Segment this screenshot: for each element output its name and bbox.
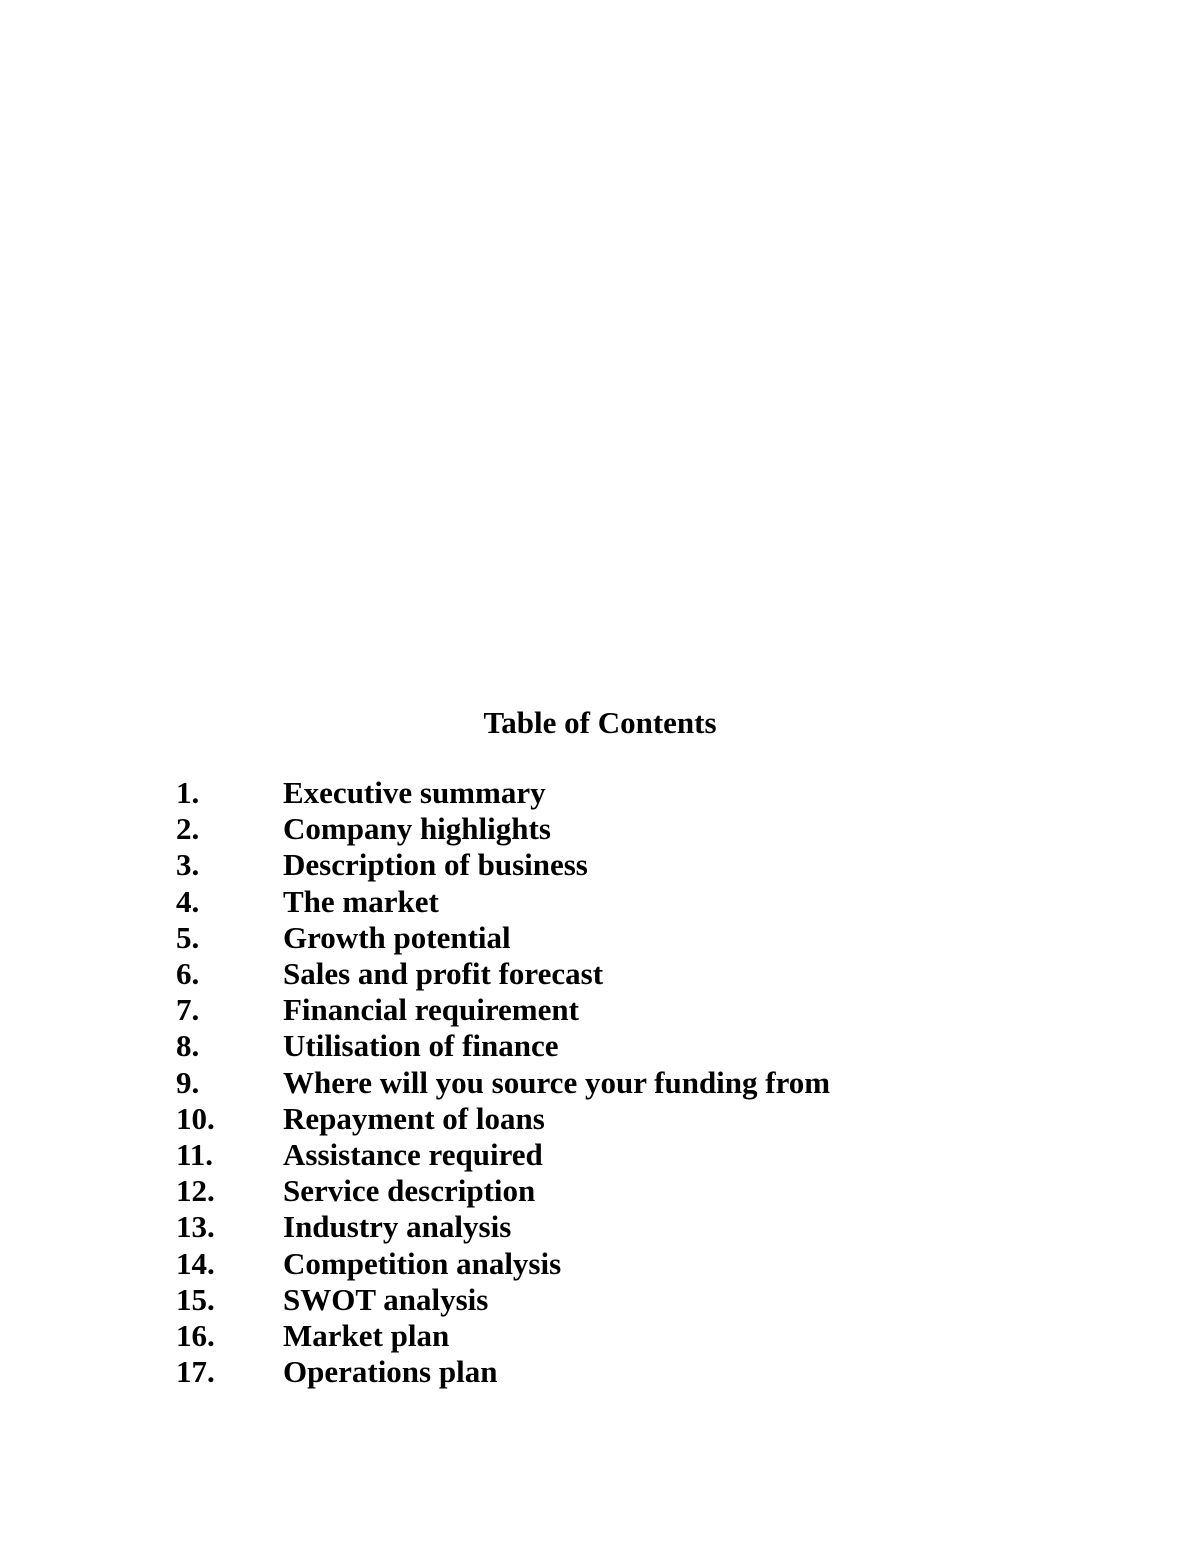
list-item-number: 9. — [176, 1064, 200, 1100]
list-item — [176, 1137, 1076, 1173]
list-item-label: Description of business — [283, 847, 588, 883]
list-item — [176, 847, 1076, 883]
list-item-number: 2. — [176, 811, 200, 847]
list-item-number: 1. — [176, 775, 200, 811]
list-item — [176, 956, 1076, 992]
list-item-label: Operations plan — [283, 1354, 498, 1390]
list-item-label: SWOT analysis — [283, 1281, 489, 1317]
list-item — [176, 775, 1076, 811]
list-item-number: 12. — [176, 1173, 215, 1209]
list-item-number: 16. — [176, 1317, 215, 1353]
list-item — [176, 920, 1076, 956]
list-item-number: 14. — [176, 1245, 215, 1281]
list-item-label: Repayment of loans — [283, 1100, 545, 1136]
list-item-number: 11. — [176, 1136, 214, 1172]
list-item-number: 8. — [176, 1028, 200, 1064]
list-item-label: Utilisation of finance — [283, 1028, 559, 1064]
list-item-number: 4. — [176, 883, 200, 919]
list-item — [176, 1282, 1076, 1318]
list-item — [176, 992, 1076, 1028]
list-item — [176, 1354, 1076, 1390]
list-item-number: 5. — [176, 919, 200, 955]
list-item-number: 10. — [176, 1100, 215, 1136]
list-item — [176, 1245, 1076, 1281]
list-item-label: Competition analysis — [283, 1245, 562, 1281]
list-item — [176, 884, 1076, 920]
page-title: Table of Contents — [483, 705, 717, 740]
list-item-number: 15. — [176, 1281, 215, 1317]
list-item — [176, 1209, 1076, 1245]
list-item-number: 17. — [176, 1354, 215, 1390]
list-item-number: 13. — [176, 1209, 215, 1245]
list-item-label: Financial requirement — [283, 992, 579, 1028]
list-item-label: Where will you source your funding from — [283, 1064, 831, 1100]
list-item — [176, 1028, 1076, 1064]
list-item — [176, 1101, 1076, 1137]
list-item-number: 3. — [176, 847, 200, 883]
list-item-number: 6. — [176, 956, 200, 992]
list-item-label: Executive summary — [283, 775, 546, 811]
list-item-label: Service description — [283, 1173, 536, 1209]
list-item-number: 7. — [176, 992, 200, 1028]
list-item — [176, 1173, 1076, 1209]
list-item-label: Company highlights — [283, 811, 551, 847]
list-item — [176, 811, 1076, 847]
list-item-label: Growth potential — [283, 919, 511, 955]
list-item — [176, 1065, 1076, 1101]
toc-list — [176, 775, 1076, 1390]
list-item-label: Market plan — [283, 1317, 450, 1353]
list-item-label: The market — [283, 883, 439, 919]
list-item-label: Industry analysis — [283, 1209, 512, 1245]
list-item-label: Assistance required — [283, 1136, 543, 1172]
list-item-label: Sales and profit forecast — [283, 956, 604, 992]
list-item — [176, 1318, 1076, 1354]
